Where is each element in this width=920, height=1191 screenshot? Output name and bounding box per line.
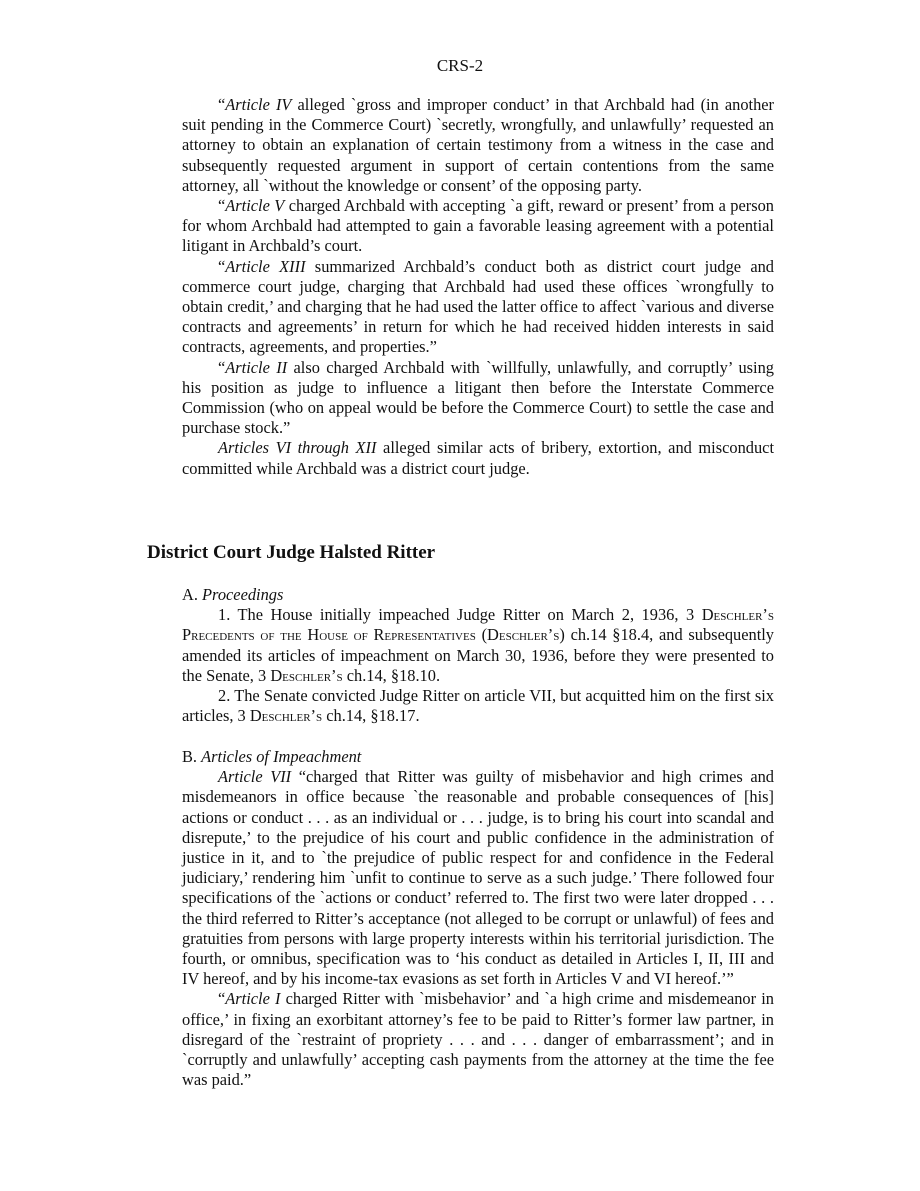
text-segment: 1. The House initially impeached Judge Ritter on March 2, 1936, 3	[218, 605, 702, 625]
text-segment: ch.14, §18.10.	[342, 665, 441, 685]
article-text: charged Archbald with accepting `a gift, reward or present’ from a person for whom Archbald had attempted to gain a favorable leasing agreement with a potential litigant in Archbald’s court.	[182, 196, 774, 256]
subheading-title: Articles of Impeachment	[201, 747, 362, 766]
article-vii-paragraph	[182, 767, 774, 989]
article-v-paragraph	[182, 196, 774, 257]
citation: Deschler’s Precedents of the House of Representatives	[182, 605, 774, 645]
citation: Deschler’s	[487, 625, 560, 645]
open-quote: “	[218, 989, 226, 1009]
section-heading-ritter: District Court Judge Halsted Ritter	[147, 542, 436, 563]
article-ii-paragraph	[182, 358, 774, 439]
article-text: charged Ritter with `misbehavior’ and `a high crime and misdemeanor in office,’ in fixing an exorbitant attorney’s fee to be paid to Ritter’s former law partner, in disregard of the `restraint of propriety . . . and . . . danger of embarrassment’; and in `corruptly and unlawfully’ accepting cash payments from the attorney at the time the fee was paid.”	[182, 989, 774, 1090]
citation: Deschler’s	[249, 706, 323, 726]
article-xiii-paragraph	[182, 257, 774, 358]
article-title: Article II	[225, 357, 288, 377]
articles-of-impeachment-section	[182, 747, 774, 1090]
article-text: “charged that Ritter was guilty of misbehavior and high crimes and misdemeanors in office because `the reasonable and probable consequences of [his] actions or conduct . . . as an individual or . . . judge, is to bring his court into scandal and disrepute,’ to the prejudice of his court and public confidence in the administration of justice in it, and to `the prejudice of public respect for and confidence in the Federal judiciary,’ rendering him `unfit to continue to serve as a such judge.’ There followed four specifications of the `actions or conduct’ referred to. The first two were later dropped . . . the third referred to Ritter’s acceptance (not alleged to be corrupt or unlawful) of fees and gratuities from persons with large property interests within his territorial jurisdiction. The fourth, or omnibus, specification was to ‘his conduct as detailed in Articles I, II, III and IV hereof, and by his income-tax evasions as set forth in Articles V and VI hereof.’”	[182, 767, 774, 989]
article-title: Article I	[225, 989, 281, 1009]
text-segment: ch.14, §18.17.	[322, 706, 420, 726]
article-title: Article XIII	[225, 256, 306, 276]
article-title: Article V	[225, 196, 285, 216]
article-text: summarized Archbald’s conduct both as district court judge and commerce court judge, charging that Archbald had used these offices `wrongfully to obtain credit,’ and charging that he had used the latter office to affect `various and diverse contracts and agreements’ in return for which he had received hidden interests in said contracts, agreements, and properties.”	[182, 256, 774, 357]
text-segment: ) ch.14 §18.4, and subsequently amended its articles of impeachment on March 30, 1936, before they were presented to the Senate, 3	[182, 625, 775, 685]
article-title: Article IV	[225, 95, 292, 114]
article-i-paragraph	[182, 989, 774, 1090]
open-quote: “	[218, 196, 226, 216]
proceedings-paragraph-2	[182, 686, 774, 726]
page-header: CRS-2	[436, 56, 484, 75]
article-title: Article VII	[218, 767, 292, 787]
subheading-label: A.	[182, 585, 203, 604]
articles-subheading	[182, 747, 774, 767]
article-title: Articles VI through XII	[218, 438, 377, 458]
article-iv-paragraph	[182, 95, 774, 196]
archbald-articles-section	[182, 95, 774, 479]
proceedings-section	[182, 585, 774, 726]
text-segment: 2. The Senate convicted Judge Ritter on article VII, but acquitted him on the first six articles, 3	[182, 686, 774, 726]
proceedings-subheading	[182, 585, 774, 605]
open-quote: “	[218, 357, 226, 377]
article-text: alleged `gross and improper conduct’ in that Archbald had (in another suit pending in the Commerce Court) `secretly, wrongfully, and unlawfully’ requested an attorney to obtain an explanation of certain testimony from a witness in the case and subsequently requested argument in support of certain contentions from the same attorney, all `without the knowledge or consent’ of the opposing party.	[182, 95, 774, 195]
subheading-label: B.	[182, 747, 202, 766]
open-quote: “	[218, 95, 226, 114]
article-text: alleged similar acts of bribery, extortion, and misconduct committed while Archbald was a district court judge.	[182, 438, 774, 478]
citation: Deschler’s	[270, 665, 343, 685]
articles-vi-xii-paragraph	[182, 438, 774, 478]
subheading-title: Proceedings	[202, 585, 284, 604]
article-text: also charged Archbald with `willfully, unlawfully, and corruptly’ using his position as judge to influence a litigant then before the Interstate Commerce Commission (who on appeal would be before the Commerce Court) to settle the case and purchase stock.”	[182, 357, 774, 438]
text-segment: (	[475, 625, 488, 645]
open-quote: “	[218, 256, 226, 276]
proceedings-paragraph-1	[182, 605, 774, 686]
